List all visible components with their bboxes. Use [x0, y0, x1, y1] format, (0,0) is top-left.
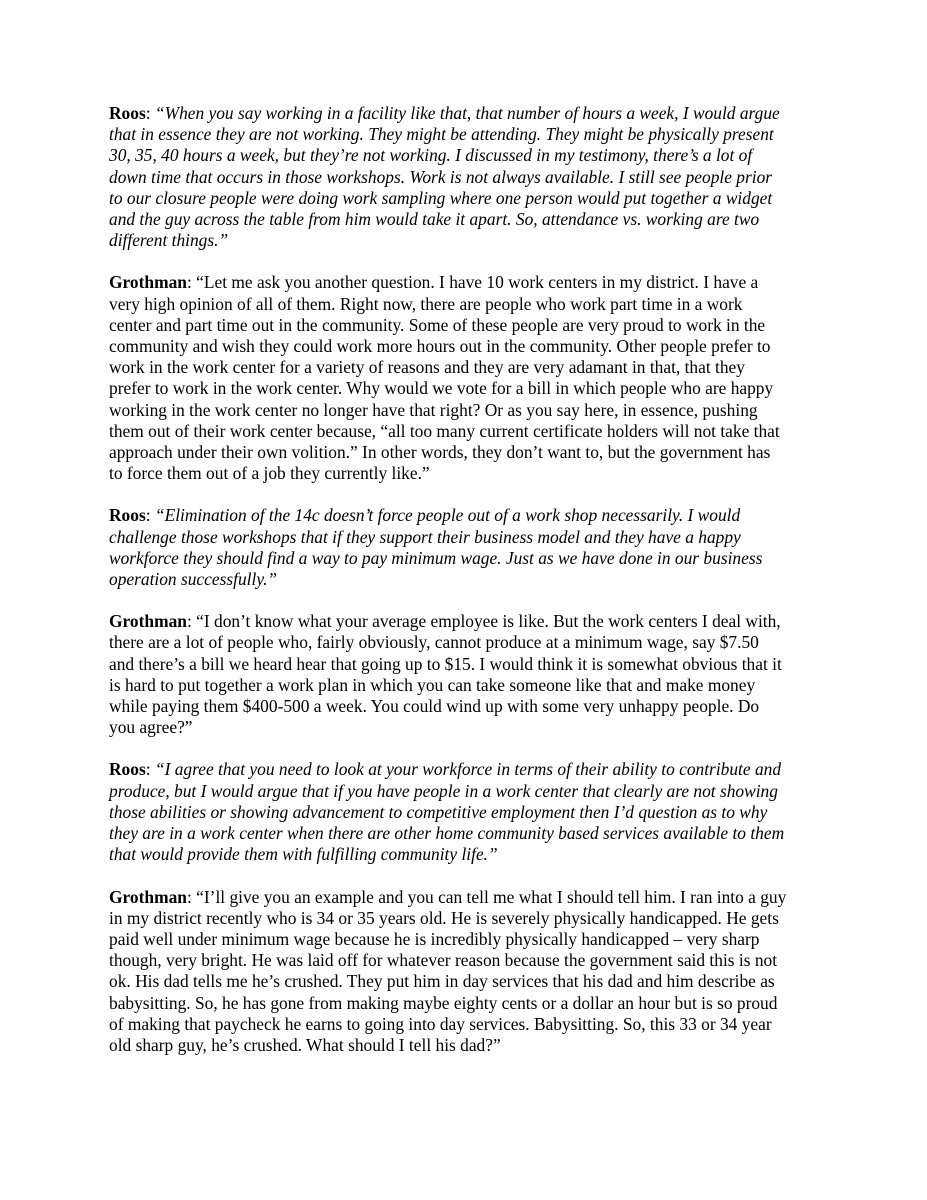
speaker-name: Roos	[109, 103, 146, 123]
speaker-separator: :	[145, 759, 155, 780]
speaker-name: Grothman	[109, 886, 187, 907]
speaker-separator: :	[186, 886, 197, 907]
quote-text: “I don’t know what your average employee is like. But the work centers I deal with, there are a lot of people who, fairly obviously, cannot produce at a minimum wage, say $7.50 and there’s a bill we heard hear that going up to $15. I would think it is somewhat obvious that it is hard to put together a work plan in which you can take someone like that and make money while paying them $400-500 a week. You could wind up with some very unhappy people. Do you agree?”	[109, 611, 782, 738]
speaker-name: Roos	[109, 505, 146, 526]
quote-text: “Elimination of the 14c doesn’t force people out of a work shop necessarily. I would challenge those workshops that if they support their business model and they have a happy workforce they should find a way to pay minimum wage. Just as we have done in our business operation successfully.”	[109, 505, 763, 590]
transcript-paragraph	[109, 759, 821, 865]
speaker-name: Grothman	[109, 272, 187, 293]
quote-text: “I agree that you need to look at your workforce in terms of their ability to contribute and produce, but I would argue that if you have people in a work center that clearly are not showing those abilities or showing advancement to competitive employment then I’d question as to why they are in a work center when there are other home community based services available to them that would provide them with fulfilling community life.”	[109, 759, 785, 865]
quote-text: “I’ll give you an example and you can tell me what I should tell him. I ran into a guy in my district recently who is 34 or 35 years old. He is severely physically handicapped. He gets paid well under minimum wage because he is incredibly physically handicapped – very sharp though, very bright. He was laid off for whatever reason because the government said this is not ok. His dad tells me he’s crushed. They put him in day services that his dad and him describe as babysitting. So, he has gone from making maybe eighty cents or a dollar an hour but is so proud of making that paycheck he earns to going into day services. Babysitting. So, this 33 or 34 year old sharp guy, he’s crushed. What should I tell his dad?”	[109, 886, 787, 1055]
transcript-paragraph	[109, 272, 821, 484]
speaker-name: Roos	[109, 759, 146, 780]
speaker-separator: :	[186, 611, 197, 632]
transcript-paragraph	[109, 887, 821, 1057]
speaker-separator: :	[145, 103, 155, 123]
speaker-name: Grothman	[109, 611, 187, 632]
speaker-separator: :	[186, 272, 197, 293]
transcript-page	[109, 103, 821, 1077]
transcript-paragraph	[109, 611, 821, 738]
transcript-paragraph	[109, 505, 821, 590]
transcript-paragraph	[109, 103, 821, 251]
quote-text: “When you say working in a facility like that, that number of hours a week, I would argue that in essence they are not working. They might be attending. They might be physically present 30, 35, 40 hours a week, but they’re not working. I discussed in my testimony, there’s a lot of down time that occurs in those workshops. Work is not always available. I still see people prior to our closure people were doing work sampling where one person would put together a widget and the guy across the table from him would take it apart. So, attendance vs. working are two different things.”	[109, 103, 780, 251]
speaker-separator: :	[145, 505, 155, 526]
quote-text: “Let me ask you another question. I have 10 work centers in my district. I have a very high opinion of all of them. Right now, there are people who work part time in a work center and part time out in the community. Some of these people are very proud to work in the community and wish they could work more hours out in the community. Other people prefer to work in the work center for a variety of reasons and they are very adamant in that, that they prefer to work in the work center. Why would we vote for a bill in which people who are happy working in the work center no longer have that right? Or as you say here, in essence, pushing them out of their work center because, “all too many current certificate holders will not take that approach under their own volition.” In other words, they don’t want to, but the government has to force them out of a job they currently like.”	[109, 272, 780, 484]
